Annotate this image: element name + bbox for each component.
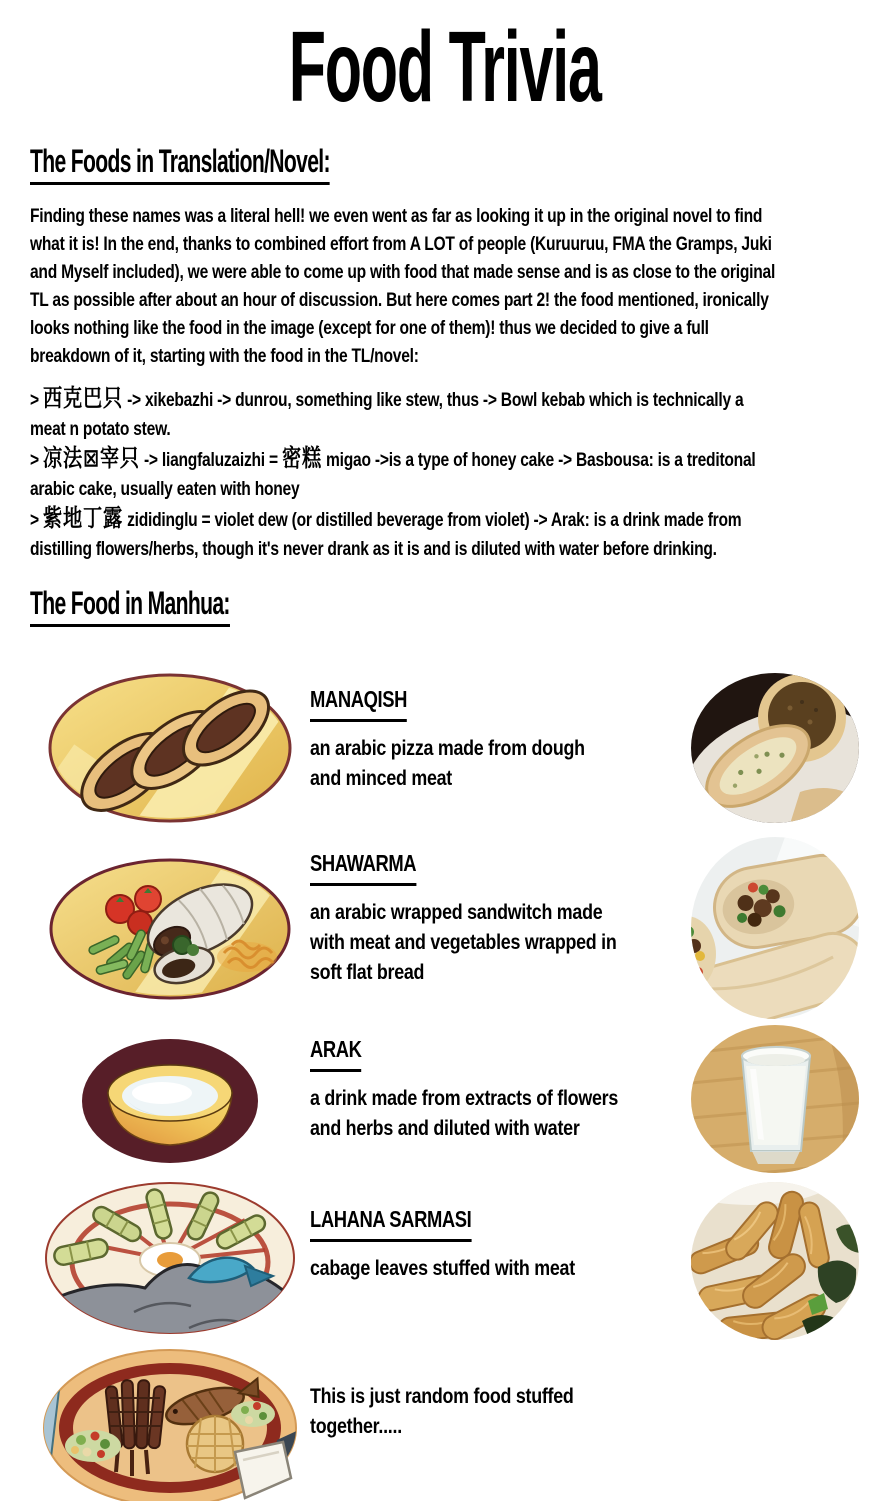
food-description: an arabic wrapped sandwitch made with meat and vegetables wrapped in soft flat bread: [310, 901, 617, 984]
food-description: an arabic pizza made from dough and minced meat: [310, 737, 585, 790]
bullet-cjk-text: 凉法⊠宰只: [42, 444, 140, 472]
paragraph-line: breakdown of it, starting with the food in the TL/novel:: [30, 345, 419, 367]
bullet-cjk-text: 密糕: [281, 444, 322, 472]
food-rows: [30, 664, 860, 1501]
bullet-liangfaluzaizhi-line2: arabic cake, usually eaten with honey: [30, 478, 300, 500]
lahana-photo-image: [690, 1181, 860, 1341]
paragraph-line: and Myself included), we were able to come up with food that made sense and is as close to the original: [30, 261, 776, 283]
bullet-text: >: [30, 509, 43, 531]
shawarma-photo-image: [690, 836, 860, 1020]
paragraph-line: TL as possible after about an hour of discussion. But here comes part 2! the food mentioned, ironically: [30, 289, 769, 311]
bullet-cjk-text: 紫地丁露: [42, 504, 123, 532]
bullet-text: -> xikebazhi -> dunrou, something like stew, thus -> Bowl kebab which is technically a: [122, 389, 744, 411]
arak-illustration: [30, 1024, 310, 1174]
paragraph-line: looks nothing like the food in the image (except for one of them)! thus we decided to give a full: [30, 317, 709, 339]
bullet-xikebazhi-line2: meat n potato stew.: [30, 418, 171, 440]
title-wrap: [30, 0, 860, 128]
intro-paragraph: [30, 202, 860, 370]
food-name: ARAK: [310, 1036, 362, 1072]
manhua-section-heading: The Food in Manhua:: [30, 586, 230, 627]
arak-text: [310, 1024, 690, 1144]
translation-section-heading: The Foods in Translation/Novel:: [30, 144, 330, 185]
lahana-illustration: [30, 1178, 310, 1344]
food-row-manaqish: [30, 664, 860, 832]
arak-photo-image: [690, 1024, 860, 1174]
manaqish-photo-image: [690, 672, 860, 824]
bullet-text: migao ->is a type of honey cake -> Basbousa: is a treditonal: [321, 449, 756, 471]
bullet-zididinglu-line2: distilling flowers/herbs, though it's never drank as it is and is diluted with water before drinking.: [30, 538, 717, 560]
lahana-photo: [690, 1178, 860, 1344]
shawarma-illustration: [30, 836, 310, 1020]
arak-photo: [690, 1024, 860, 1174]
bullet-text: >: [30, 389, 43, 411]
empty-photo-slot: [690, 1348, 860, 1501]
bullet-text: -> liangfaluzaizhi =: [139, 449, 282, 471]
bullet-cjk-text: 西克巴只: [42, 384, 123, 412]
bullet-list: [30, 384, 860, 564]
lahana-text: [310, 1178, 690, 1284]
napkin: [235, 1442, 291, 1498]
food-description: a drink made from extracts of flowers and herbs and diluted with water: [310, 1087, 619, 1140]
shawarma-text: [310, 836, 690, 988]
paragraph-line: Finding these names was a literal hell! we even went as far as looking it up in the original novel to find: [30, 205, 763, 227]
bullet-text: >: [30, 449, 43, 471]
manhua-heading-wrap: [30, 586, 860, 630]
lahana-cartoon-plate-image: [39, 1180, 301, 1342]
food-row-lahana-sarmasi: [30, 1178, 860, 1344]
food-name: MANAQISH: [310, 686, 407, 722]
bullet-text: zididinglu = violet dew (or distilled beverage from violet) -> Arak: is a drink made from: [122, 509, 742, 531]
arak-cartoon-bowl-image: [78, 1029, 263, 1169]
shawarma-cartoon-plate-image: [42, 853, 298, 1003]
translation-heading-wrap: [30, 144, 860, 188]
page-title: Food Trivia: [289, 11, 601, 123]
manaqish-text: [310, 664, 690, 794]
bullet-zididinglu-line1: [30, 504, 742, 535]
food-row-shawarma: [30, 836, 860, 1020]
manaqish-photo: [690, 664, 860, 832]
bullet-liangfaluzaizhi-line1: [30, 444, 756, 475]
food-row-arak: [30, 1024, 860, 1174]
food-description: cabage leaves stuffed with meat: [310, 1257, 575, 1280]
random-food-illustration: [30, 1348, 310, 1501]
food-row-random-food: [30, 1348, 860, 1501]
paragraph-line: what it is! In the end, thanks to combined effort from A LOT of people (Kuruuruu, FMA the Gramps, Juki: [30, 233, 772, 255]
food-name: LAHANA SARMASI: [310, 1206, 471, 1242]
food-description: This is just random food stuffed together.....: [310, 1385, 574, 1438]
food-name: SHAWARMA: [310, 850, 416, 886]
manaqish-cartoon-plate-image: [42, 670, 298, 826]
bullet-xikebazhi-line1: [30, 384, 744, 415]
random-food-text: [310, 1348, 690, 1442]
shawarma-photo: [690, 836, 860, 1020]
random-food-cartoon-platter-image: [39, 1348, 301, 1501]
round-bread: [187, 1416, 243, 1472]
manaqish-illustration: [30, 664, 310, 832]
